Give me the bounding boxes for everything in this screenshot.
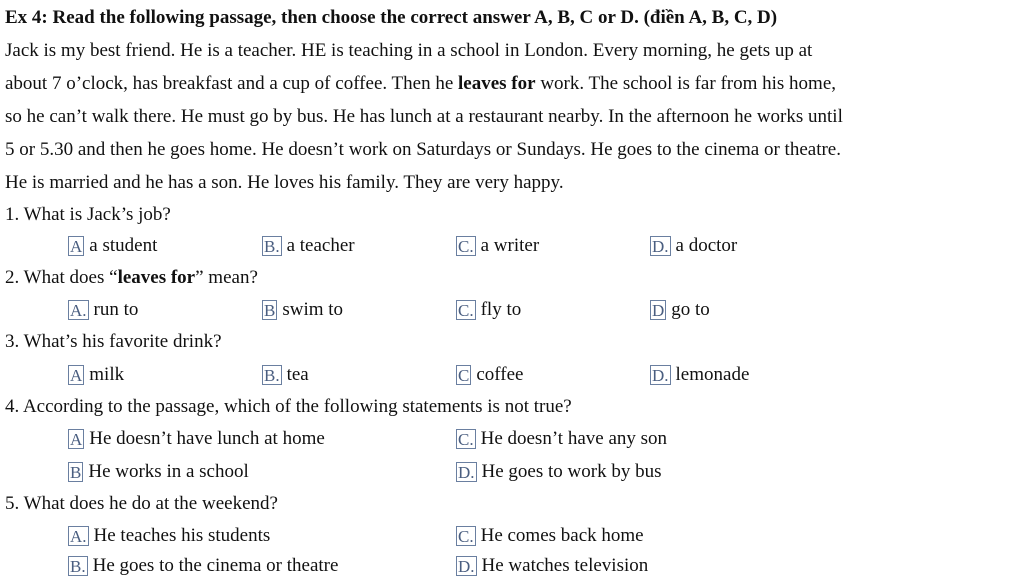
option-text: a doctor [675,235,738,256]
option-text: go to [671,299,710,320]
option-letter-box[interactable]: A [70,237,83,256]
question-5-option-a[interactable] [68,524,270,548]
passage-line-3: so he can’t walk there. He must go by bus. He has lunch at a restaurant nearby. In the afternoon he works until [5,106,843,127]
question-3-text: 3. What’s his favorite drink? [5,331,222,352]
option-text: He doesn’t have lunch at home [89,428,325,449]
question-4-option-d[interactable] [456,460,661,484]
option-text: He watches television [481,555,649,576]
question-3-option-b[interactable] [262,363,309,387]
option-text: fly to [480,299,522,320]
option-letter-box[interactable]: A. [70,527,87,546]
question-2-text-start: 2. What does “ [5,267,118,288]
question-4-text: 4. According to the passage, which of the following statements is not true? [5,396,572,417]
option-letter-box[interactable]: D. [458,557,475,576]
option-text: He works in a school [88,461,249,482]
passage-line-1: Jack is my best friend. He is a teacher. HE is teaching in a school in London. Every morning, he gets up at [5,40,813,61]
question-4-option-a[interactable] [68,427,325,451]
option-letter-box[interactable]: D. [652,366,669,385]
option-text: run to [93,299,139,320]
question-1-option-d[interactable] [650,234,737,258]
question-3-option-d[interactable] [650,363,749,387]
option-text: swim to [282,299,344,320]
question-5-option-c[interactable] [456,524,644,548]
option-text: tea [286,364,309,385]
option-letter-box[interactable]: D [652,301,665,320]
option-letter-box[interactable]: C. [458,237,474,256]
option-letter-box[interactable]: C [458,366,470,385]
question-4-option-b[interactable] [68,460,249,484]
question-5-text: 5. What does he do at the weekend? [5,493,278,514]
question-3-option-a[interactable] [68,363,124,387]
question-1-text: 1. What is Jack’s job? [5,204,171,225]
question-1-option-b[interactable] [262,234,355,258]
question-2-option-d[interactable] [650,298,710,322]
passage-line-2 [5,72,836,96]
question-1-option-c[interactable] [456,234,539,258]
option-letter-box[interactable]: A [70,430,83,449]
option-text: He goes to the cinema or theatre [92,555,339,576]
passage-line-4: 5 or 5.30 and then he goes home. He doesn’t work on Saturdays or Sundays. He goes to the cinema or theatre. [5,139,841,160]
passage-line-5: He is married and he has a son. He loves his family. They are very happy. [5,172,564,193]
option-letter-box[interactable]: C. [458,301,474,320]
option-text: milk [89,364,125,385]
question-1-option-a[interactable] [68,234,157,258]
question-4-option-c[interactable] [456,427,667,451]
option-letter-box[interactable]: C. [458,527,474,546]
option-letter-box[interactable]: A [70,366,83,385]
question-2-bold-phrase: leaves for [117,267,196,288]
option-text: He doesn’t have any son [480,428,668,449]
option-letter-box[interactable]: B [70,463,82,482]
question-2-option-b[interactable] [262,298,343,322]
question-2-option-a[interactable] [68,298,138,322]
option-text: He goes to work by bus [481,461,662,482]
question-5-option-d[interactable] [456,554,648,578]
question-5-option-b[interactable] [68,554,338,578]
option-letter-box[interactable]: B. [264,237,280,256]
question-2-text-end: ” mean? [195,267,258,288]
passage-line-2-end: work. The school is far from his home, [535,73,837,94]
option-text: a student [89,235,158,256]
question-2-option-c[interactable] [456,298,521,322]
question-2-text [5,266,258,290]
option-text: a writer [480,235,540,256]
option-letter-box[interactable]: B. [264,366,280,385]
option-letter-box[interactable]: C. [458,430,474,449]
exercise-title: Ex 4: Read the following passage, then choose the correct answer A, B, C or D. (điền A, B, C, D) [5,7,778,28]
question-3-option-c[interactable] [456,363,523,387]
passage-line-2-start: about 7 o’clock, has breakfast and a cup of coffee. Then he [5,73,459,94]
option-letter-box[interactable]: B. [70,557,86,576]
option-text: He teaches his students [93,525,271,546]
option-letter-box[interactable]: B [264,301,276,320]
option-text: He comes back home [480,525,644,546]
option-letter-box[interactable]: D. [458,463,475,482]
option-text: a teacher [286,235,355,256]
option-text: lemonade [675,364,750,385]
passage-bold-phrase: leaves for [458,73,536,94]
option-letter-box[interactable]: D. [652,237,669,256]
option-text: coffee [476,364,524,385]
option-letter-box[interactable]: A. [70,301,87,320]
